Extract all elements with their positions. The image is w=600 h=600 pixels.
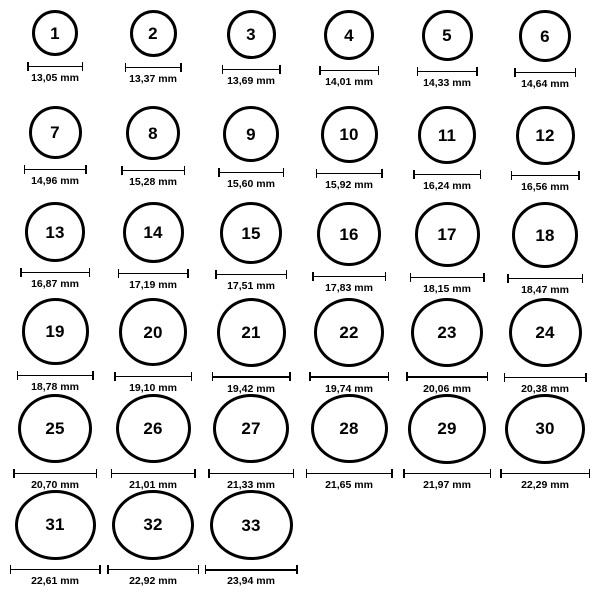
diameter-measure-bar [218, 168, 284, 177]
ring-size-label: 31 [45, 515, 65, 535]
measure-tick-left [406, 372, 408, 381]
ring-size-label: 24 [535, 323, 555, 343]
ring-size-cell [6, 10, 104, 106]
diameter-value: 15,28 mm [129, 176, 177, 188]
ring-size-cell [104, 298, 202, 394]
measure-tick-left [312, 272, 314, 281]
ring-size-cell [202, 490, 300, 586]
ring-size-label: 27 [241, 419, 261, 439]
measure-tick-left [319, 66, 321, 75]
ring-size-label: 7 [50, 123, 60, 142]
ring-circle [317, 202, 381, 266]
diameter-value: 19,42 mm [227, 382, 275, 395]
diameter-value: 21,65 mm [325, 478, 373, 491]
ring-circle [217, 298, 286, 367]
measure-tick-left [500, 469, 502, 478]
ring-circle [130, 10, 177, 57]
diameter-measure-bar [111, 469, 196, 477]
diameter-value: 15,92 mm [325, 179, 373, 191]
ring-size-label: 13 [45, 222, 65, 242]
ring-circle [112, 490, 194, 560]
measure-tick-right [391, 469, 393, 478]
measure-tick-right [293, 469, 295, 478]
diameter-value: 13,05 mm [31, 72, 79, 84]
measure-tick-left [118, 269, 120, 278]
diameter-value: 15,60 mm [227, 178, 275, 190]
ring-circle [123, 202, 184, 263]
ring-size-label: 28 [339, 419, 359, 439]
diameter-measure-bar [500, 470, 590, 478]
ring-size-label: 5 [442, 26, 452, 45]
measure-tick-left [410, 273, 412, 282]
ring-size-cell [202, 394, 300, 490]
measure-tick-right [378, 66, 380, 75]
diameter-measure-bar [319, 66, 379, 75]
measure-tick-right [476, 67, 478, 76]
ring-size-cell [496, 298, 594, 394]
ring-circle [223, 106, 279, 162]
ring-size-label: 6 [540, 26, 550, 46]
measure-tick-left [114, 372, 116, 381]
measure-tick-right [184, 166, 186, 175]
measure-tick-left [27, 62, 29, 71]
ring-size-label: 12 [535, 126, 555, 145]
diameter-measure-bar [125, 63, 182, 72]
ring-circle [32, 10, 78, 56]
diameter-value: 19,74 mm [325, 382, 373, 395]
ring-circle [519, 10, 571, 62]
measure-tick-left [511, 171, 513, 180]
measure-tick-left [417, 67, 419, 76]
measure-tick-left [24, 165, 26, 174]
ring-size-cell [202, 202, 300, 298]
measure-tick-left [218, 168, 220, 177]
ring-size-cell [6, 202, 104, 298]
measure-tick-right [582, 274, 584, 283]
diameter-value: 17,51 mm [227, 280, 275, 292]
measure-tick-left [316, 169, 318, 178]
diameter-value: 20,06 mm [423, 382, 471, 395]
diameter-measure-bar [511, 171, 580, 180]
ring-size-cell [202, 106, 300, 202]
ring-size-cell [398, 394, 496, 490]
diameter-value: 21,33 mm [227, 478, 275, 491]
diameter-measure-bar [24, 165, 87, 174]
ring-size-cell [6, 106, 104, 202]
ring-circle [210, 490, 293, 560]
ring-size-label: 33 [241, 515, 261, 535]
diameter-measure-bar [121, 166, 185, 175]
measure-tick-right [92, 371, 94, 380]
measure-tick-left [212, 372, 214, 381]
measure-tick-right [585, 373, 587, 382]
ring-circle [25, 202, 85, 262]
diameter-measure-bar [306, 469, 393, 477]
ring-size-cell [300, 394, 398, 490]
ring-circle [29, 106, 82, 159]
ring-circle [411, 298, 483, 367]
diameter-measure-bar [107, 566, 199, 574]
diameter-measure-bar [118, 269, 189, 278]
diameter-value: 14,64 mm [521, 78, 569, 90]
diameter-measure-bar [27, 62, 83, 71]
measure-tick-left [504, 373, 506, 382]
diameter-value: 23,94 mm [227, 574, 275, 587]
measure-tick-right [198, 565, 200, 574]
ring-size-label: 26 [143, 419, 163, 439]
diameter-value: 13,69 mm [227, 75, 275, 87]
ring-circle [516, 106, 575, 165]
ring-circle [116, 394, 191, 463]
measure-tick-left [208, 469, 210, 478]
measure-tick-right [279, 65, 281, 74]
diameter-measure-bar [309, 373, 389, 382]
ring-size-label: 16 [339, 224, 359, 244]
ring-size-cell [300, 106, 398, 202]
diameter-measure-bar [417, 67, 478, 76]
diameter-value: 17,83 mm [325, 282, 373, 294]
ring-size-cell [6, 394, 104, 490]
ring-size-cell [496, 10, 594, 106]
ring-grid [6, 10, 594, 586]
measure-tick-left [205, 565, 207, 574]
ring-circle [422, 10, 473, 61]
measure-tick-left [107, 565, 109, 574]
diameter-value: 14,33 mm [423, 77, 471, 89]
measure-tick-right [82, 62, 84, 71]
measure-tick-left [121, 166, 123, 175]
ring-size-cell [202, 298, 300, 394]
measure-tick-left [514, 68, 516, 77]
measure-tick-right [99, 565, 101, 574]
measure-tick-right [575, 68, 577, 77]
ring-size-label: 2 [148, 24, 158, 43]
ring-circle [22, 298, 89, 365]
diameter-value: 22,29 mm [521, 478, 569, 491]
ring-size-cell [104, 10, 202, 106]
diameter-value: 14,96 mm [31, 175, 79, 187]
ring-size-label: 32 [143, 515, 163, 535]
measure-tick-right [483, 273, 485, 282]
measure-tick-right [85, 165, 87, 174]
ring-size-label: 15 [241, 223, 261, 243]
measure-tick-left [10, 565, 12, 574]
ring-circle [213, 394, 289, 463]
ring-size-cell [202, 10, 300, 106]
ring-size-label: 4 [344, 25, 354, 45]
ring-size-cell [6, 298, 104, 394]
diameter-measure-bar [208, 469, 294, 477]
diameter-measure-bar [514, 68, 576, 77]
measure-tick-right [289, 372, 291, 381]
ring-circle [220, 202, 282, 264]
measure-tick-right [96, 469, 98, 478]
diameter-value: 18,78 mm [31, 381, 79, 393]
diameter-value: 13,37 mm [129, 73, 177, 85]
diameter-measure-bar [406, 373, 488, 382]
measure-tick-right [187, 269, 189, 278]
diameter-value: 18,15 mm [423, 283, 471, 295]
measure-tick-left [507, 274, 509, 283]
diameter-measure-bar [504, 373, 587, 381]
diameter-value: 16,87 mm [31, 278, 79, 290]
diameter-measure-bar [222, 65, 281, 74]
diameter-value: 18,47 mm [521, 284, 569, 296]
measure-tick-left [20, 268, 22, 277]
ring-size-cell [104, 490, 202, 586]
diameter-value: 22,92 mm [129, 574, 177, 587]
ring-circle [408, 394, 486, 464]
ring-size-cell [300, 202, 398, 298]
measure-tick-right [385, 272, 387, 281]
ring-size-label: 29 [437, 419, 457, 439]
ring-size-label: 20 [143, 322, 163, 342]
ring-size-cell [398, 202, 496, 298]
diameter-measure-bar [215, 270, 287, 279]
ring-size-label: 9 [246, 124, 256, 144]
diameter-measure-bar [312, 272, 386, 281]
ring-size-label: 3 [246, 25, 256, 44]
diameter-measure-bar [403, 470, 491, 478]
measure-tick-left [125, 63, 127, 72]
ring-size-label: 17 [437, 225, 457, 244]
measure-tick-right [381, 169, 383, 178]
diameter-value: 16,24 mm [423, 180, 471, 192]
diameter-value: 17,19 mm [129, 279, 177, 291]
ring-size-cell [104, 202, 202, 298]
measure-tick-right [480, 170, 482, 179]
ring-size-label: 25 [45, 419, 65, 439]
measure-tick-right [388, 372, 390, 381]
diameter-value: 21,97 mm [423, 478, 471, 491]
diameter-measure-bar [316, 169, 383, 178]
diameter-measure-bar [20, 268, 90, 277]
measure-tick-left [17, 371, 19, 380]
ring-size-label: 18 [535, 225, 555, 245]
ring-size-cell [496, 106, 594, 202]
measure-tick-left [215, 270, 217, 279]
ring-size-label: 21 [241, 322, 261, 342]
ring-size-label: 22 [339, 322, 359, 342]
ring-size-label: 30 [535, 419, 555, 439]
diameter-measure-bar [413, 170, 481, 179]
ring-circle [321, 106, 378, 163]
ring-size-cell [104, 394, 202, 490]
ring-circle [311, 394, 388, 463]
measure-tick-right [89, 268, 91, 277]
diameter-measure-bar [114, 372, 192, 381]
ring-size-cell [496, 394, 594, 490]
ring-size-label: 19 [45, 322, 65, 341]
ring-size-cell [104, 106, 202, 202]
diameter-measure-bar [507, 274, 583, 283]
ring-size-cell [300, 298, 398, 394]
diameter-value: 20,38 mm [521, 382, 569, 395]
ring-size-label: 11 [437, 125, 457, 145]
measure-tick-left [309, 372, 311, 381]
diameter-measure-bar [17, 371, 94, 380]
measure-tick-left [413, 170, 415, 179]
ring-size-cell [398, 298, 496, 394]
ring-circle [512, 202, 578, 268]
diameter-value: 19,10 mm [129, 382, 177, 394]
diameter-measure-bar [212, 373, 291, 382]
ring-circle [126, 106, 180, 160]
ring-circle [119, 298, 187, 366]
measure-tick-right [191, 372, 193, 381]
measure-tick-right [283, 168, 285, 177]
measure-tick-right [487, 372, 489, 381]
diameter-value: 22,61 mm [31, 574, 79, 587]
diameter-value: 20,70 mm [31, 478, 79, 491]
ring-size-label: 8 [148, 123, 158, 143]
ring-size-cell [6, 490, 104, 586]
diameter-value: 16,56 mm [521, 181, 569, 193]
ring-size-label: 1 [50, 23, 60, 43]
measure-tick-left [403, 469, 405, 478]
diameter-measure-bar [10, 566, 101, 574]
measure-tick-right [578, 171, 580, 180]
ring-circle [509, 298, 582, 367]
measure-tick-left [13, 469, 15, 478]
diameter-measure-bar [410, 273, 485, 282]
measure-tick-right [286, 270, 288, 279]
diameter-measure-bar [13, 469, 97, 477]
ring-circle [324, 10, 374, 60]
measure-tick-right [194, 469, 196, 478]
diameter-value: 21,01 mm [129, 478, 177, 491]
measure-tick-right [589, 469, 591, 478]
ring-circle [505, 394, 585, 464]
diameter-value: 14,01 mm [325, 76, 373, 88]
ring-size-label: 10 [339, 125, 359, 144]
measure-tick-left [111, 469, 113, 478]
ring-size-cell [398, 106, 496, 202]
ring-size-cell [496, 202, 594, 298]
measure-tick-left [306, 469, 308, 478]
ring-circle [314, 298, 384, 367]
ring-size-label: 23 [437, 322, 457, 342]
measure-tick-right [490, 469, 492, 478]
ring-size-label: 14 [143, 223, 163, 242]
measure-tick-right [180, 63, 182, 72]
ring-circle [418, 106, 476, 164]
measure-tick-right [296, 565, 298, 574]
ring-circle [18, 394, 92, 463]
ring-circle [15, 490, 96, 560]
ring-circle [415, 202, 480, 267]
ring-circle [227, 10, 276, 59]
measure-tick-left [222, 65, 224, 74]
diameter-measure-bar [205, 566, 298, 573]
ring-size-cell [398, 10, 496, 106]
ring-size-cell [300, 10, 398, 106]
